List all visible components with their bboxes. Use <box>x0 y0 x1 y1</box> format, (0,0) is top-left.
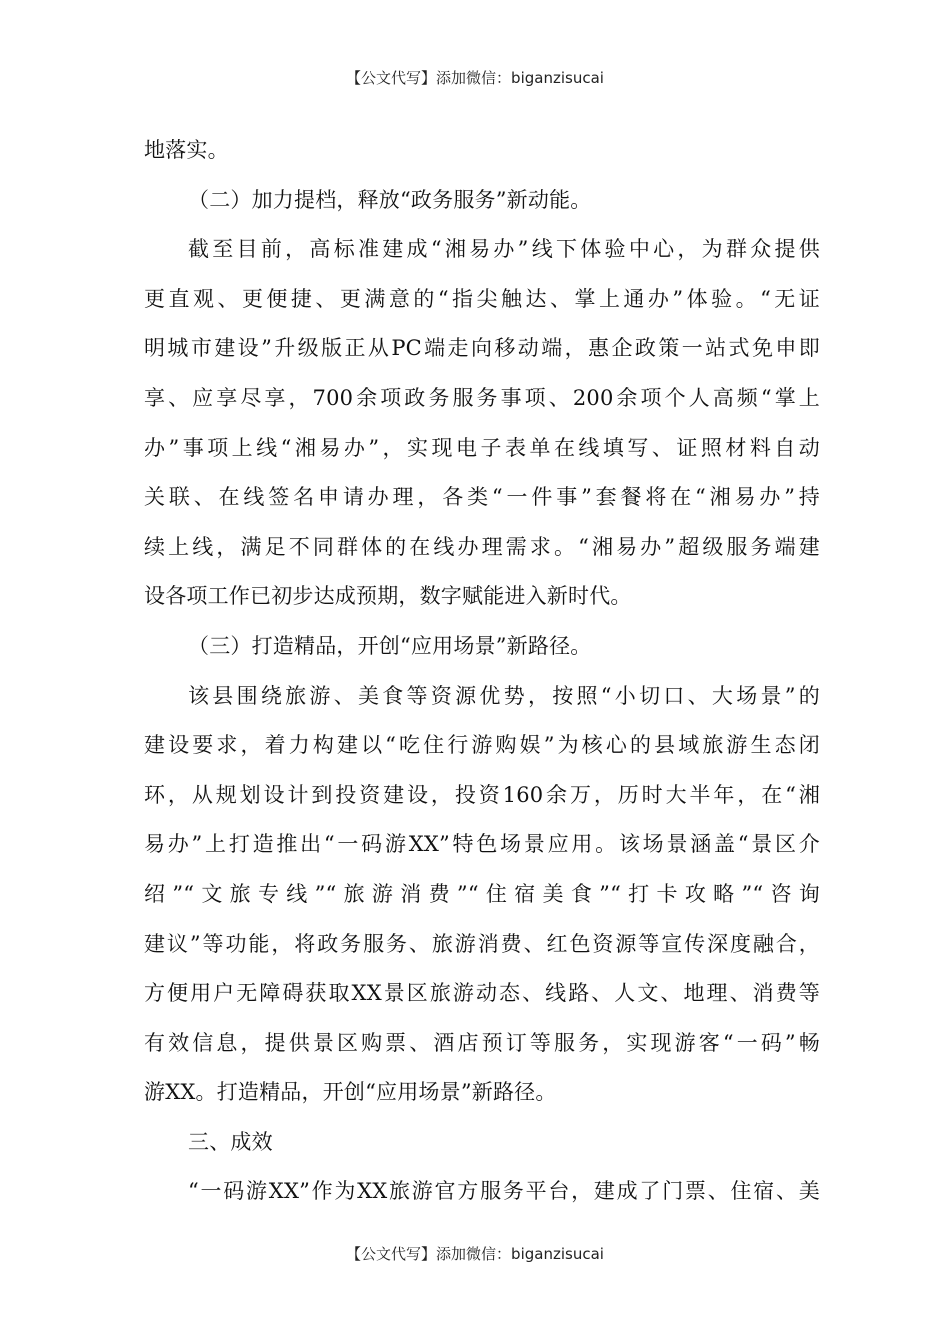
body-line: 绍”“文旅专线”“旅游消费”“住宿美食”“打卡攻略”“咨询 <box>144 881 820 906</box>
body-line: 关联、在线签名申请办理，各类“一件事”套餐将在“湘易办”持 <box>144 485 820 510</box>
section-heading-2: （二）加力提档，释放“政务服务”新动能。 <box>188 187 592 212</box>
body-line: 有效信息，提供景区购票、酒店预订等服务，实现游客“一码”畅 <box>144 1030 820 1055</box>
page-header: 【公文代写】添加微信：biganzisucai <box>346 69 604 87</box>
document-body <box>144 126 820 1217</box>
body-line: 续上线，满足不同群体的在线办理需求。“湘易办”超级服务端建 <box>144 534 820 559</box>
body-line: 明城市建设”升级版正从PC端走向移动端，惠企政策一站式免申即 <box>144 336 820 361</box>
body-line: 建设要求，着力构建以“吃住行游购娱”为核心的县域旅游生态闭 <box>144 733 820 758</box>
body-line: 地落实。 <box>144 138 229 162</box>
body-line: 设各项工作已初步达成预期，数字赋能进入新时代。 <box>144 584 632 609</box>
body-line: 游XX。打造精品，开创“应用场景”新路径。 <box>144 1080 557 1105</box>
section-heading-3: （三）打造精品，开创“应用场景”新路径。 <box>188 633 592 658</box>
body-line: 截至目前，高标准建成“湘易办”线下体验中心，为群众提供 <box>188 237 820 262</box>
body-line: “一码游XX”作为XX旅游官方服务平台，建成了门票、住宿、美 <box>188 1179 820 1204</box>
body-line: 该县围绕旅游、美食等资源优势，按照“小切口、大场景”的 <box>188 683 820 708</box>
body-line: 办”事项上线“湘易办”，实现电子表单在线填写、证照材料自动 <box>144 435 820 460</box>
body-line: 易办”上打造推出“一码游XX”特色场景应用。该场景涵盖“景区介 <box>144 832 820 857</box>
body-line: 享、应享尽享，700余项政务服务事项、200余项个人高频“掌上 <box>144 385 820 410</box>
page-footer: 【公文代写】添加微信：biganzisucai <box>346 1245 604 1263</box>
body-line: 更直观、更便捷、更满意的“指尖触达、掌上通办”体验。“无证 <box>144 286 820 311</box>
body-line: 方便用户无障碍获取XX景区旅游动态、线路、人文、地理、消费等 <box>144 981 820 1006</box>
section-heading-results: 三、成效 <box>188 1129 273 1154</box>
body-line: 建议”等功能，将政务服务、旅游消费、红色资源等宣传深度融合， <box>144 931 820 956</box>
body-line: 环，从规划设计到投资建设，投资160余万，历时大半年，在“湘 <box>144 782 820 807</box>
